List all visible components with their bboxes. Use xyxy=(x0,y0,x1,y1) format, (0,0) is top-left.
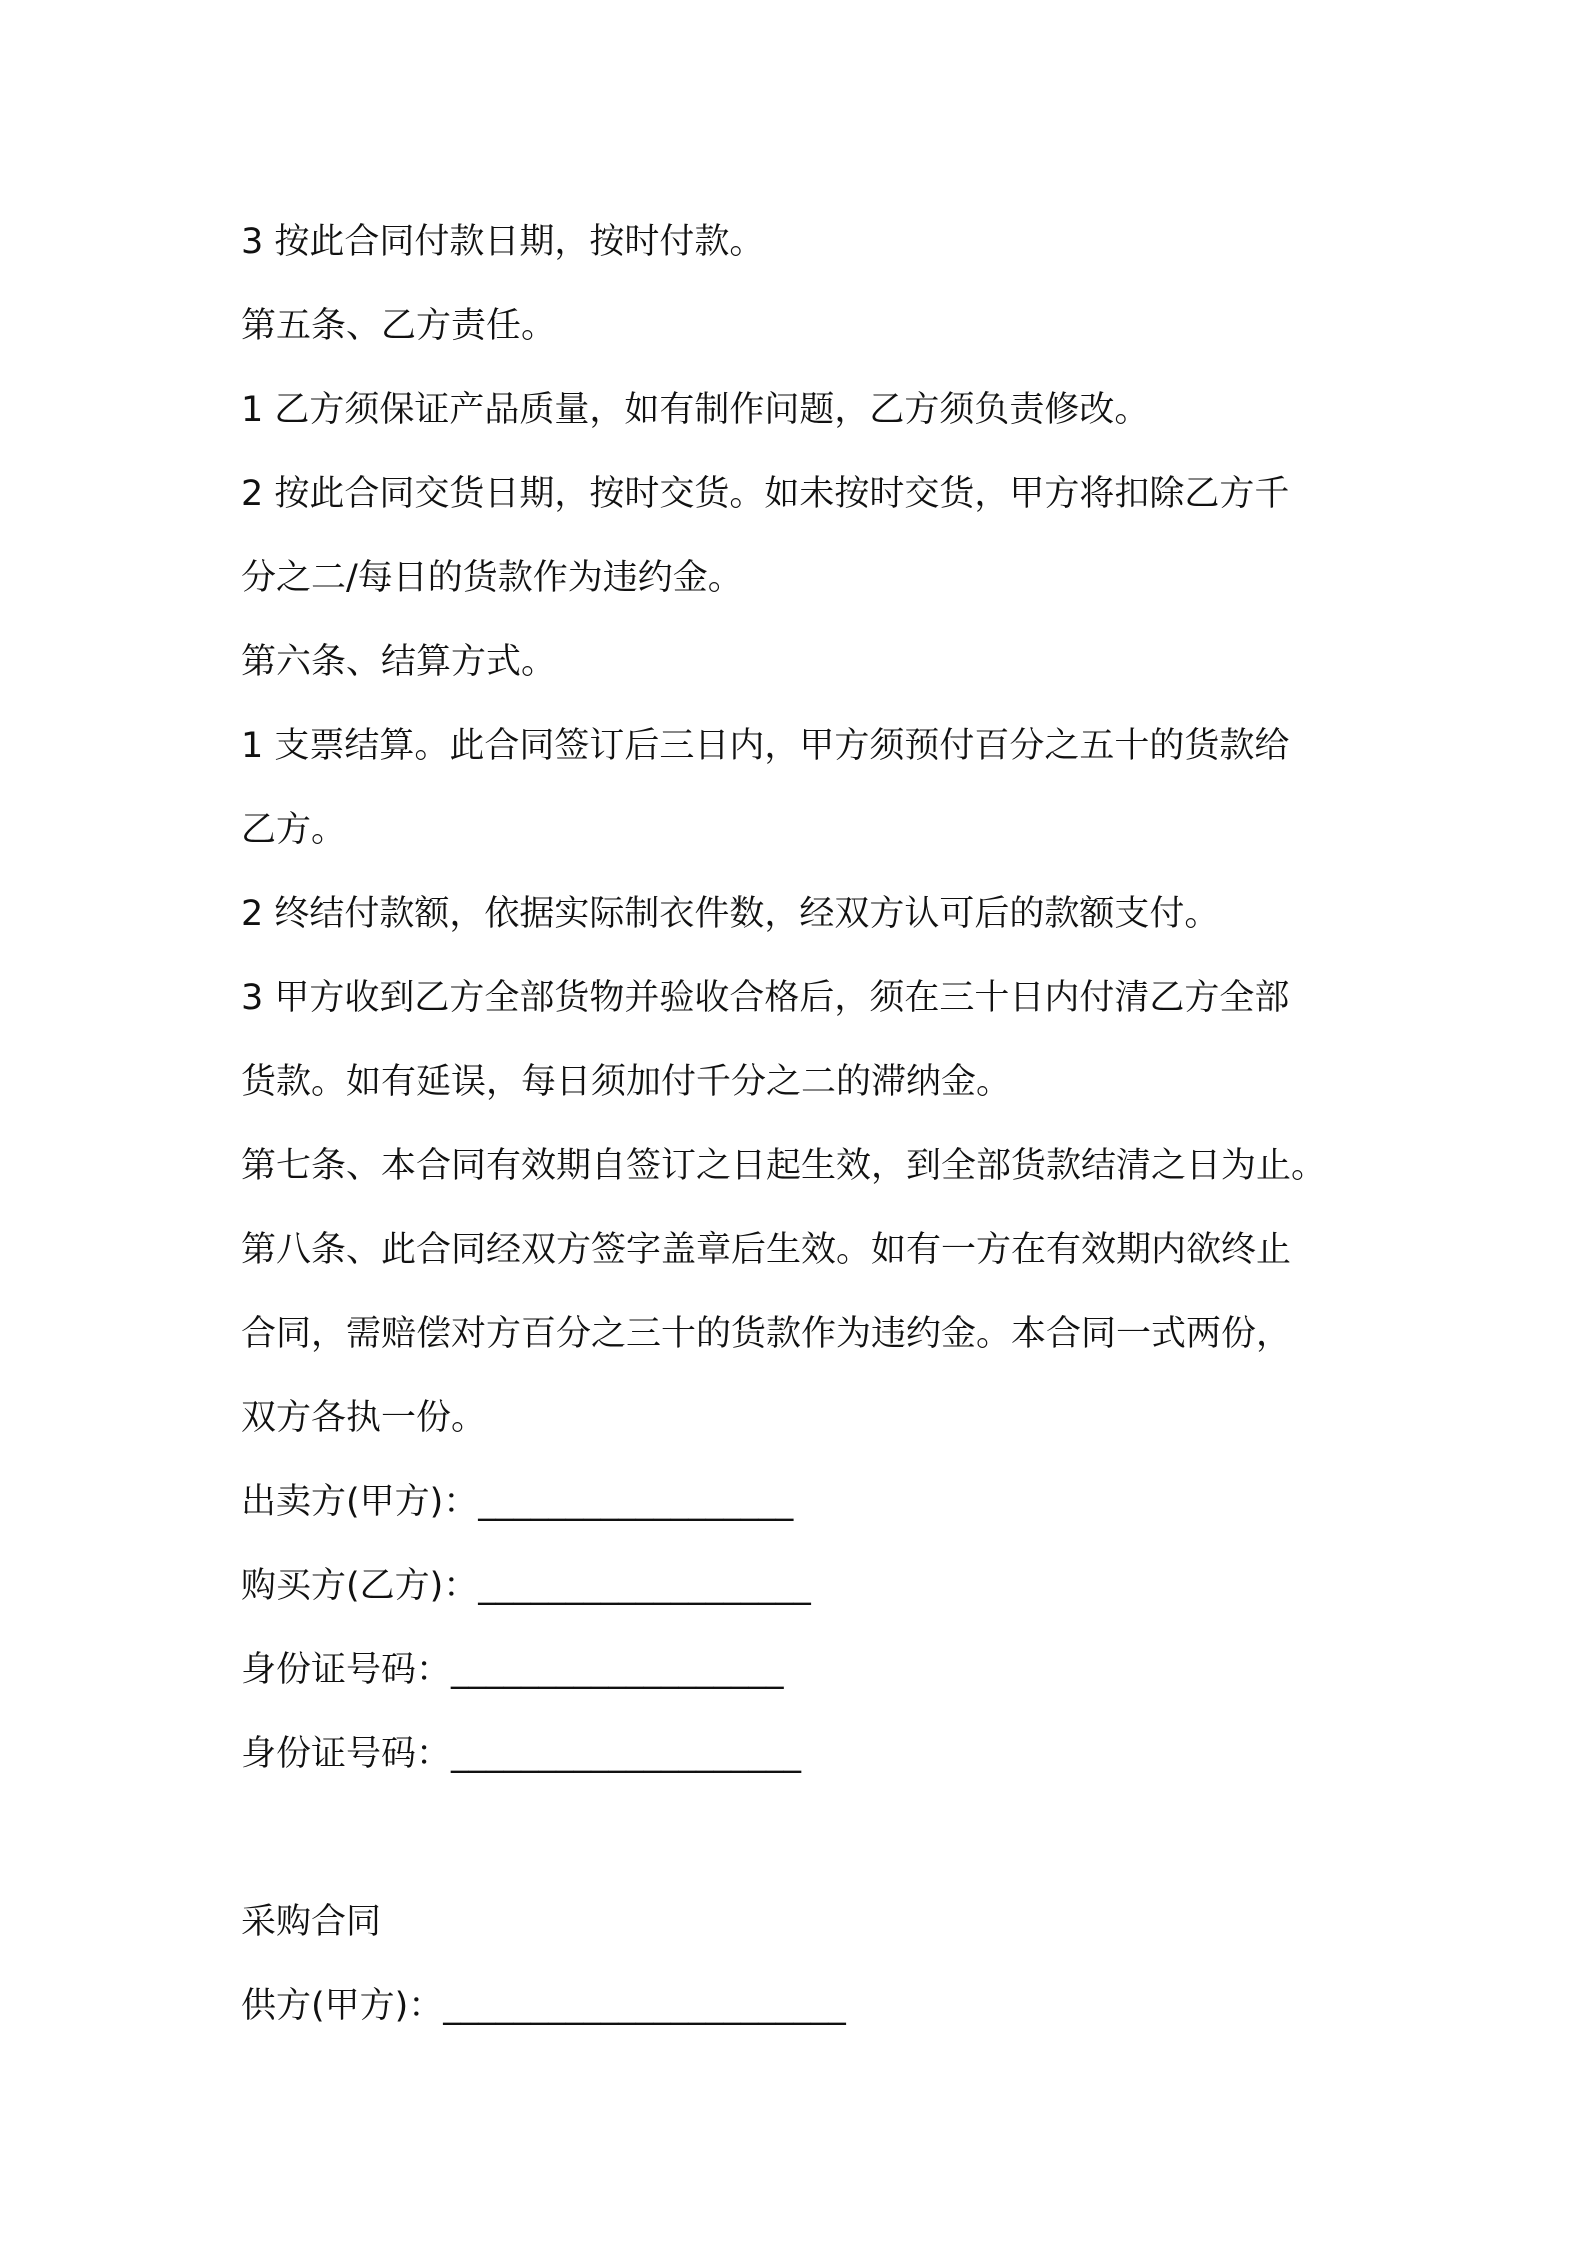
clause-5-item-2-line-1: 2 按此合同交货日期，按时交货。如未按时交货，甲方将扣除乙方千 xyxy=(241,474,1290,514)
clause-4-item-3: 3 按此合同付款日期，按时付款。 xyxy=(241,222,765,262)
clause-6-item-3-line-2: 货款。如有延误，每日须加付千分之二的滞纳金。 xyxy=(241,1062,1012,1102)
purchase-contract-title: 采购合同 xyxy=(241,1902,382,1942)
clause-8-line-3: 双方各执一份。 xyxy=(241,1398,487,1438)
clause-6-item-1-line-1: 1 支票结算。此合同签订后三日内，甲方须预付百分之五十的货款给 xyxy=(241,726,1290,766)
clause-8-line-2: 合同，需赔偿对方百分之三十的货款作为违约金。本合同一式两份， xyxy=(241,1314,1292,1354)
id-number-field-1: 身份证号码：___________________ xyxy=(241,1650,784,1690)
section-spacer xyxy=(241,1796,1361,1880)
clause-5-heading: 第五条、乙方责任。 xyxy=(241,306,557,346)
buyer-signature-field: 购买方(乙方)：___________________ xyxy=(241,1566,811,1606)
clause-8-line-1: 第八条、此合同经双方签字盖章后生效。如有一方在有效期内欲终止 xyxy=(241,1230,1292,1270)
id-number-field-2: 身份证号码：____________________ xyxy=(241,1734,802,1774)
clause-6-item-3-line-1: 3 甲方收到乙方全部货物并验收合格后，须在三十日内付清乙方全部 xyxy=(241,978,1290,1018)
contract-text xyxy=(241,200,1361,2048)
clause-6-item-2: 2 终结付款额，依据实际制衣件数，经双方认可后的款额支付。 xyxy=(241,894,1220,934)
clause-5-item-1: 1 乙方须保证产品质量，如有制作问题，乙方须负责修改。 xyxy=(241,390,1150,430)
clause-6-item-1-line-2: 乙方。 xyxy=(241,810,347,850)
clause-5-item-2-line-2: 分之二/每日的货款作为违约金。 xyxy=(241,558,743,598)
seller-signature-field: 出卖方(甲方)：__________________ xyxy=(241,1482,794,1522)
supplier-field: 供方(甲方)：_______________________ xyxy=(241,1986,846,2026)
clause-7: 第七条、本合同有效期自签订之日起生效，到全部货款结清之日为止。 xyxy=(241,1146,1327,1186)
clause-6-heading: 第六条、结算方式。 xyxy=(241,642,557,682)
